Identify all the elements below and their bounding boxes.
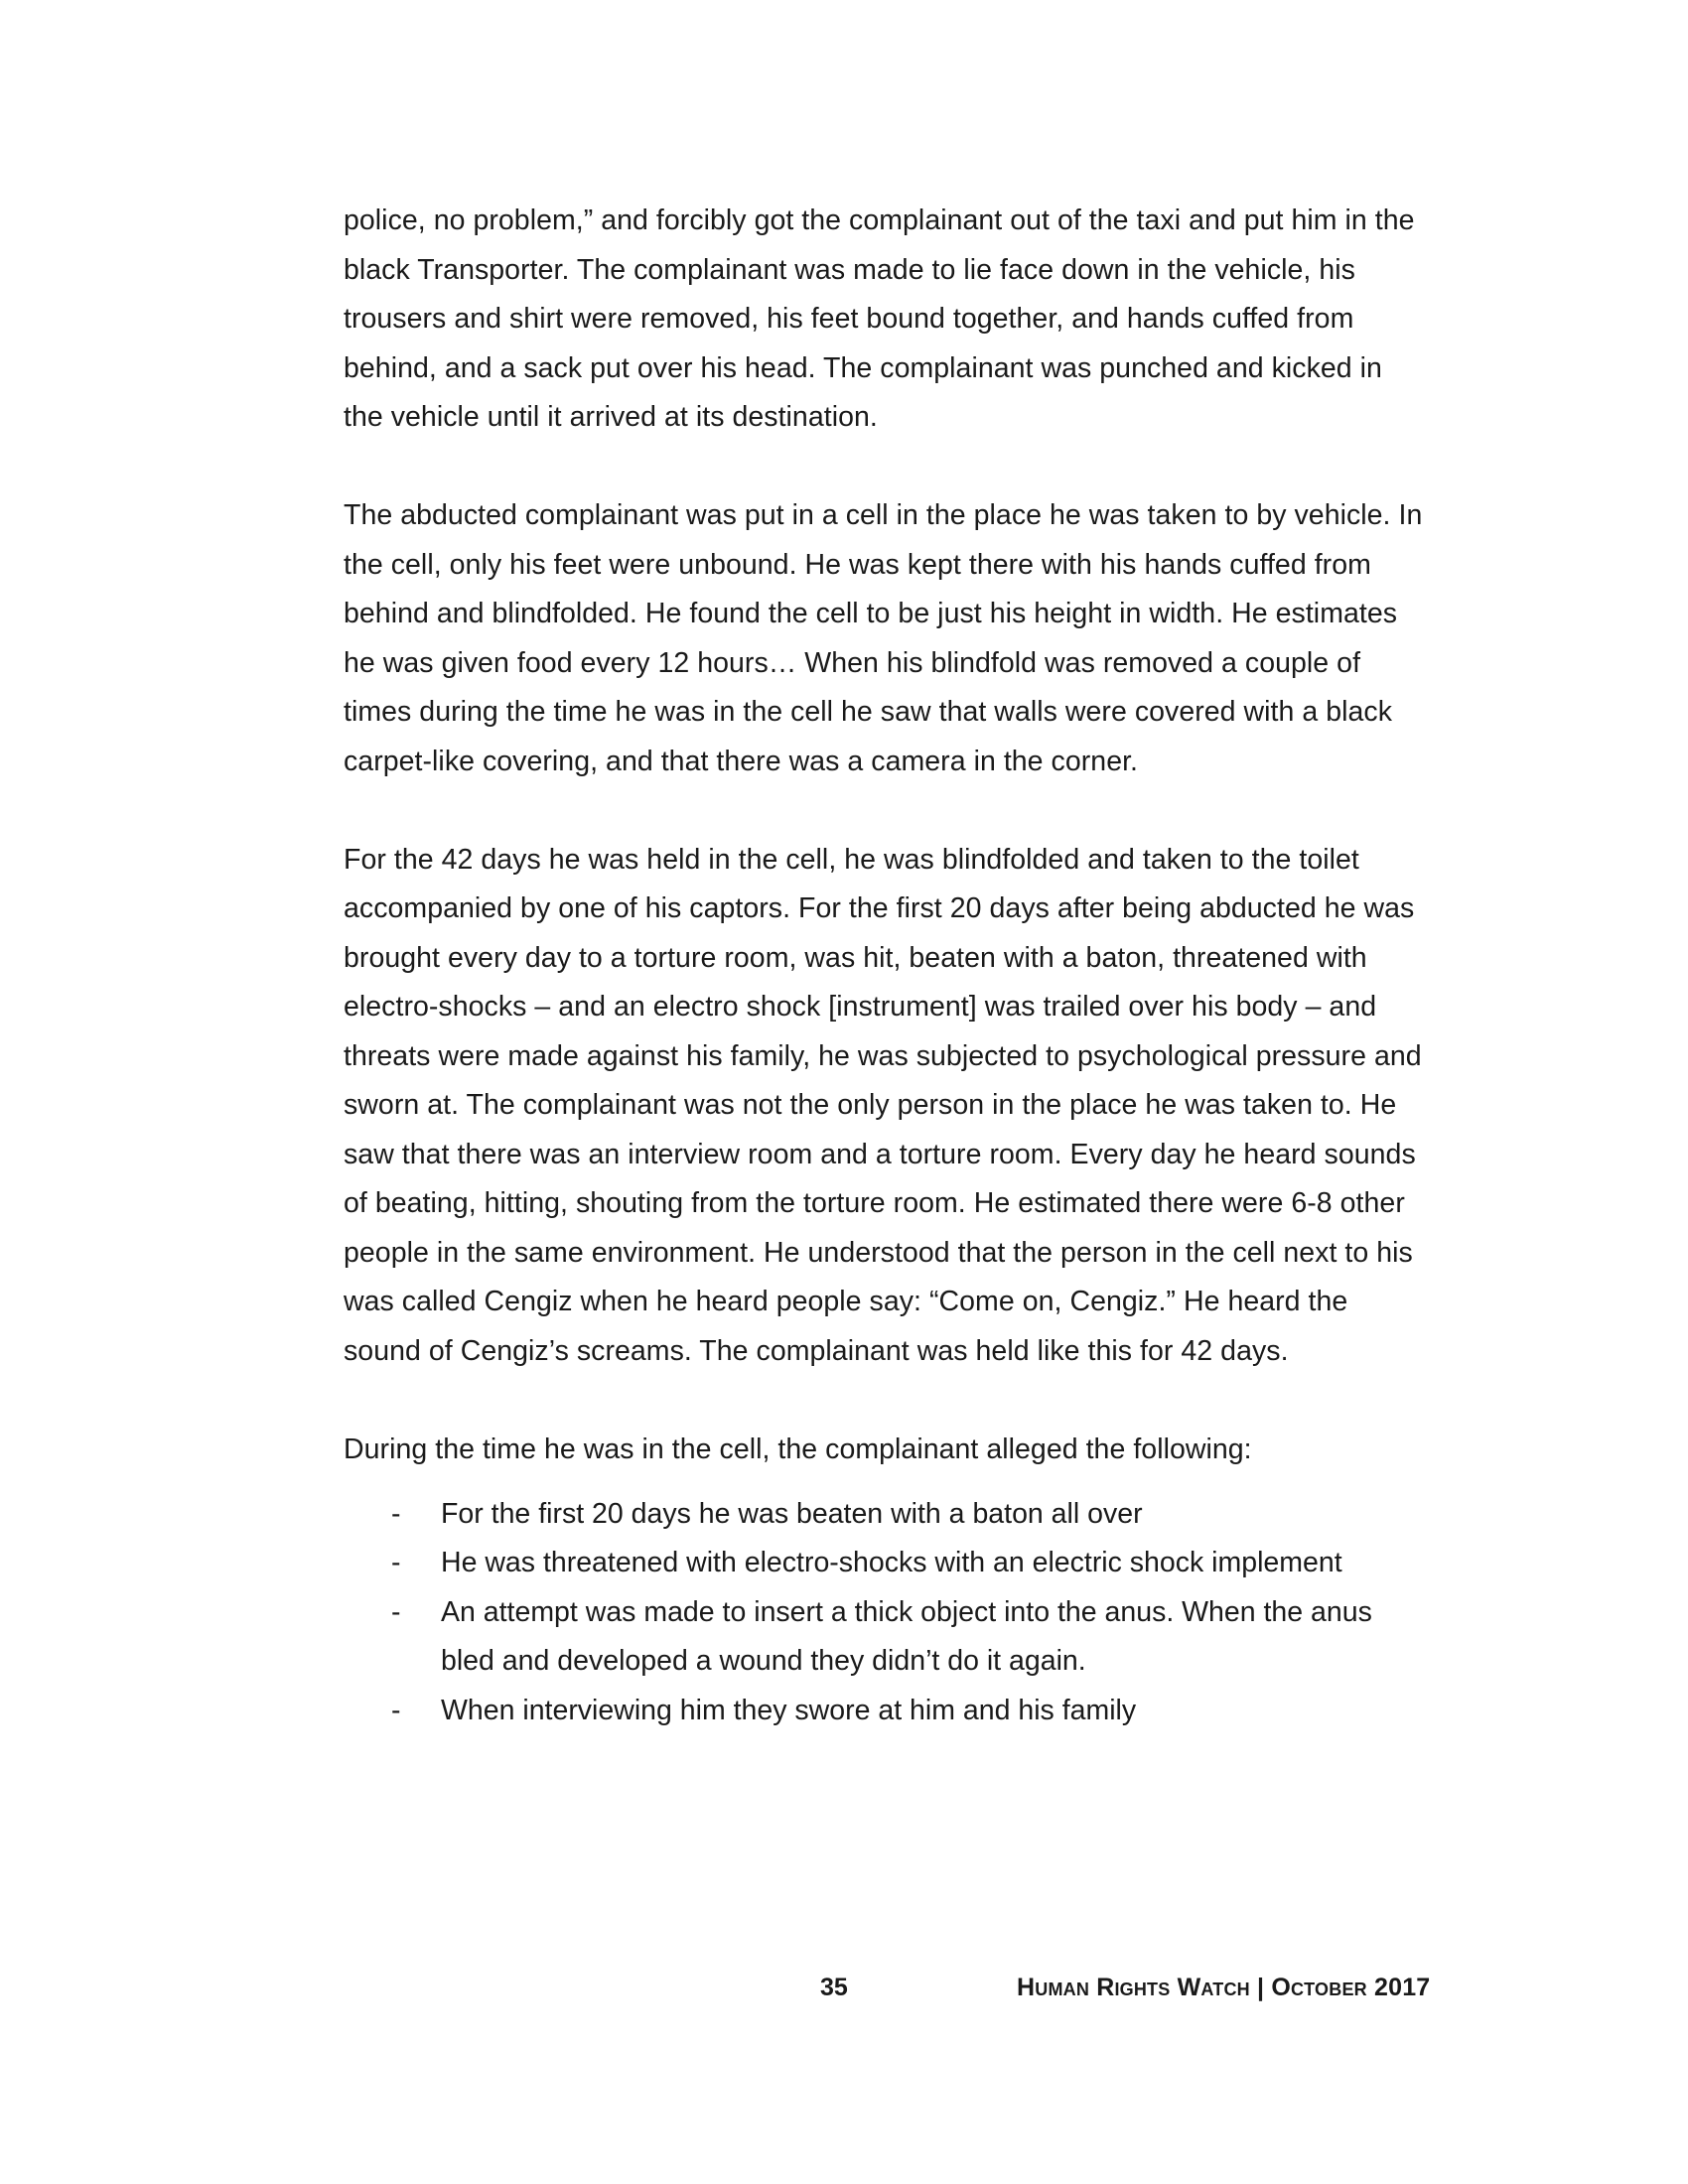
page-body [344, 197, 1426, 1735]
list-item-text: When interviewing him they swore at him and his family [441, 1694, 1137, 1726]
list-item [344, 1539, 1426, 1588]
footer-source-line: Human Rights Watch | October 2017 [1017, 1974, 1431, 2001]
paragraph-2: The abducted complainant was put in a cell in the place he was taken to by vehicle. In the cell, only his feet were unbound. He was kept there with his hands cuffed from behind and blindfolded. He found the cell to be just his height in width. He estimates he was given food every 12 hours… When his blindfold was removed a couple of times during the time he was in the cell he saw that walls were covered with a black carpet-like covering, and that there was a camera in the corner. [344, 499, 1423, 777]
list-item-text: He was threatened with electro-shocks with an electric shock implement [441, 1547, 1342, 1578]
paragraph-1: police, no problem,” and forcibly got the complainant out of the taxi and put him in the black Transporter. The complainant was made to lie face down in the vehicle, his trousers and shirt were removed, his feet bound together, and hands cuffed from behind, and a sack put over his head. The complainant was punched and kicked in the vehicle until it arrived at its destination. [344, 205, 1415, 433]
paragraph-3: For the 42 days he was held in the cell, he was blindfolded and taken to the toilet accompanied by one of his captors. For the first 20 days after being abducted he was brought every day to a torture room, was hit, beaten with a baton, threatened with electro-shocks – and an electro shock [instrument] was trailed over his body – and threats were made against his family, he was subjected to psychological pressure and sworn at. The complainant was not the only person in the place he was taken to. He saw that there was an interview room and a torture room. Every day he heard sounds of beating, hitting, shouting from the torture room. He estimated there were 6-8 other people in the same environment. He understood that the person in the cell next to his was called Cengiz when he heard people say: “Come on, Cengiz.” He heard the sound of Cengiz’s screams. The complainant was held like this for 42 days. [344, 843, 1422, 1367]
list-item [344, 1588, 1426, 1687]
list-item [344, 1687, 1426, 1736]
page-footer [0, 1974, 1688, 2013]
list-item-text: For the first 20 days he was beaten with a baton all over [441, 1497, 1143, 1530]
bullet-marker: - [391, 1497, 401, 1530]
bullet-marker: - [391, 1547, 401, 1578]
list-item [344, 1490, 1426, 1540]
bullet-marker: - [391, 1694, 401, 1726]
allegations-list [344, 1490, 1426, 1736]
bullet-marker: - [391, 1595, 401, 1628]
paragraph-4: During the time he was in the cell, the complainant alleged the following: [344, 1433, 1252, 1465]
page-number: 35 [820, 1974, 848, 2001]
list-item-text: An attempt was made to insert a thick object into the anus. When the anus bled and developed a wound they didn’t do it again. [441, 1595, 1372, 1677]
